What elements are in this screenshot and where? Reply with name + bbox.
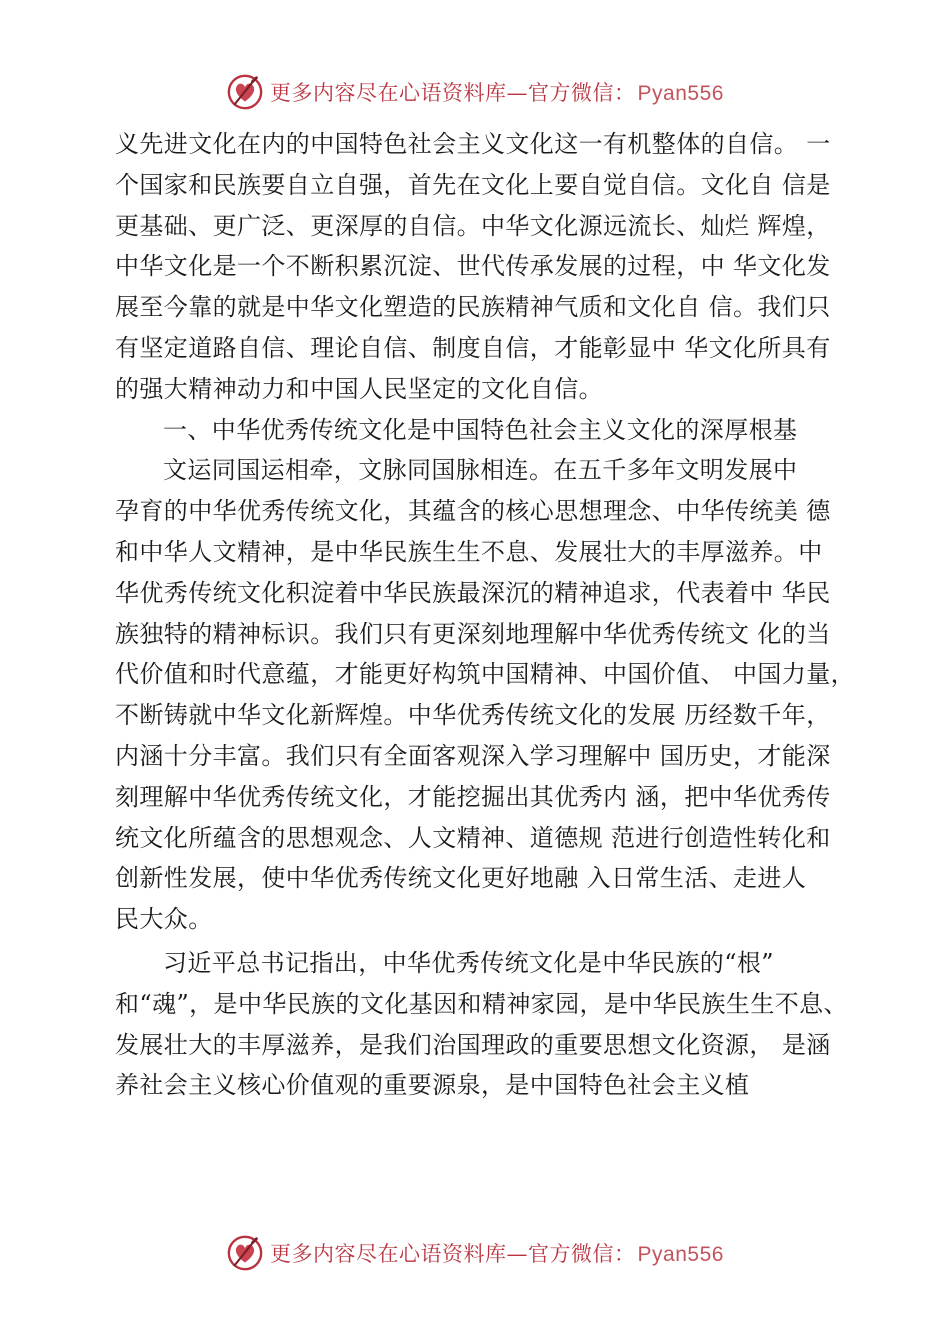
banner-slogan: 更多内容尽在心语资料库 — [270, 1242, 507, 1266]
text-line: 养社会主义核心价值观的重要源泉，是中国特色社会主义植 — [115, 1071, 750, 1100]
text-line: 族独特的精神标识。我们只有更深刻地理解中华优秀传统文 化的当 — [115, 619, 831, 648]
section-heading: 一、中华优秀传统文化是中国特色社会主义文化的深厚根基 — [163, 415, 798, 444]
paragraph-2 — [115, 450, 856, 940]
paragraph-1 — [115, 124, 839, 410]
banner-dash: — — [506, 1242, 529, 1266]
text-line: 孕育的中华优秀传统文化，其蕴含的核心思想理念、中华传统美 德 — [115, 497, 831, 526]
footer-banner-inner — [226, 1234, 724, 1272]
heart-pen-logo-icon — [226, 73, 264, 111]
text-line: 和“魂”，是中华民族的文化基因和精神家园，是中华民族生生不息、 — [115, 989, 848, 1018]
text-line: 展至今靠的就是中华文化塑造的民族精神气质和文化自 信。我们只 — [115, 293, 831, 322]
text-line: 发展壮大的丰厚滋养，是我们治国理政的重要思想文化资源， 是涵 — [115, 1030, 831, 1059]
text-line: 华优秀传统文化积淀着中华民族最深沉的精神追求，代表着中 华民 — [115, 578, 831, 607]
text-line: 创新性发展，使中华优秀传统文化更好地融 入日常生活、走进人 — [115, 864, 807, 893]
text-line: 义先进文化在内的中国特色社会主义文化这一有机整体的自信。 一 — [115, 130, 831, 158]
header-banner-inner — [226, 73, 724, 111]
text-line: 代价值和时代意蕴，才能更好构筑中国精神、中国价值、 中国力量， — [115, 660, 856, 689]
text-line: 和中华人文精神，是中华民族生生不息、发展壮大的丰厚滋养。中 — [115, 537, 823, 566]
footer-banner-text — [270, 1238, 724, 1268]
banner-slogan: 更多内容尽在心语资料库 — [270, 81, 507, 105]
banner-wechat-label: 官方微信： — [528, 81, 636, 105]
heart-pen-logo-icon — [226, 1234, 264, 1272]
text-line: 民大众。 — [115, 905, 213, 934]
banner-dash: — — [506, 81, 529, 105]
text-line: 统文化所蕴含的思想观念、人文精神、道德规 范进行创造性转化和 — [115, 823, 831, 852]
document-body — [115, 124, 856, 1106]
text-line: 中华文化是一个不断积累沉淀、世代传承发展的过程，中 华文化发 — [115, 252, 831, 281]
text-line: 个国家和民族要自立自强，首先在文化上要自觉自信。文化自 信是 — [115, 170, 831, 199]
text-line: 有坚定道路自信、理论自信、制度自信，才能彰显中 华文化所具有 — [115, 333, 831, 362]
text-line: 的强大精神动力和中国人民坚定的文化自信。 — [115, 374, 603, 403]
text-line: 习近平总书记指出，中华优秀传统文化是中华民族的“根” — [163, 948, 774, 977]
banner-wechat-id: Pyan556 — [637, 1243, 724, 1266]
header-banner — [0, 68, 950, 116]
text-line: 文运同国运相牵，文脉同国脉相连。在五千多年文明发展中 — [163, 456, 798, 485]
paragraph-3 — [115, 943, 848, 1106]
text-line: 不断铸就中华文化新辉煌。中华优秀传统文化的发展 历经数千年， — [115, 701, 831, 730]
banner-wechat-id: Pyan556 — [637, 82, 724, 105]
text-line: 更基础、更广泛、更深厚的自信。中华文化源远流长、灿烂 辉煌， — [115, 211, 831, 240]
text-line: 内涵十分丰富。我们只有全面客观深入学习理解中 国历史，才能深 — [115, 741, 831, 770]
text-line: 刻理解中华优秀传统文化，才能挖掘出其优秀内 涵，把中华优秀传 — [115, 782, 831, 811]
header-banner-text — [270, 77, 724, 107]
footer-banner — [0, 1229, 950, 1277]
banner-wechat-label: 官方微信： — [528, 1242, 636, 1266]
